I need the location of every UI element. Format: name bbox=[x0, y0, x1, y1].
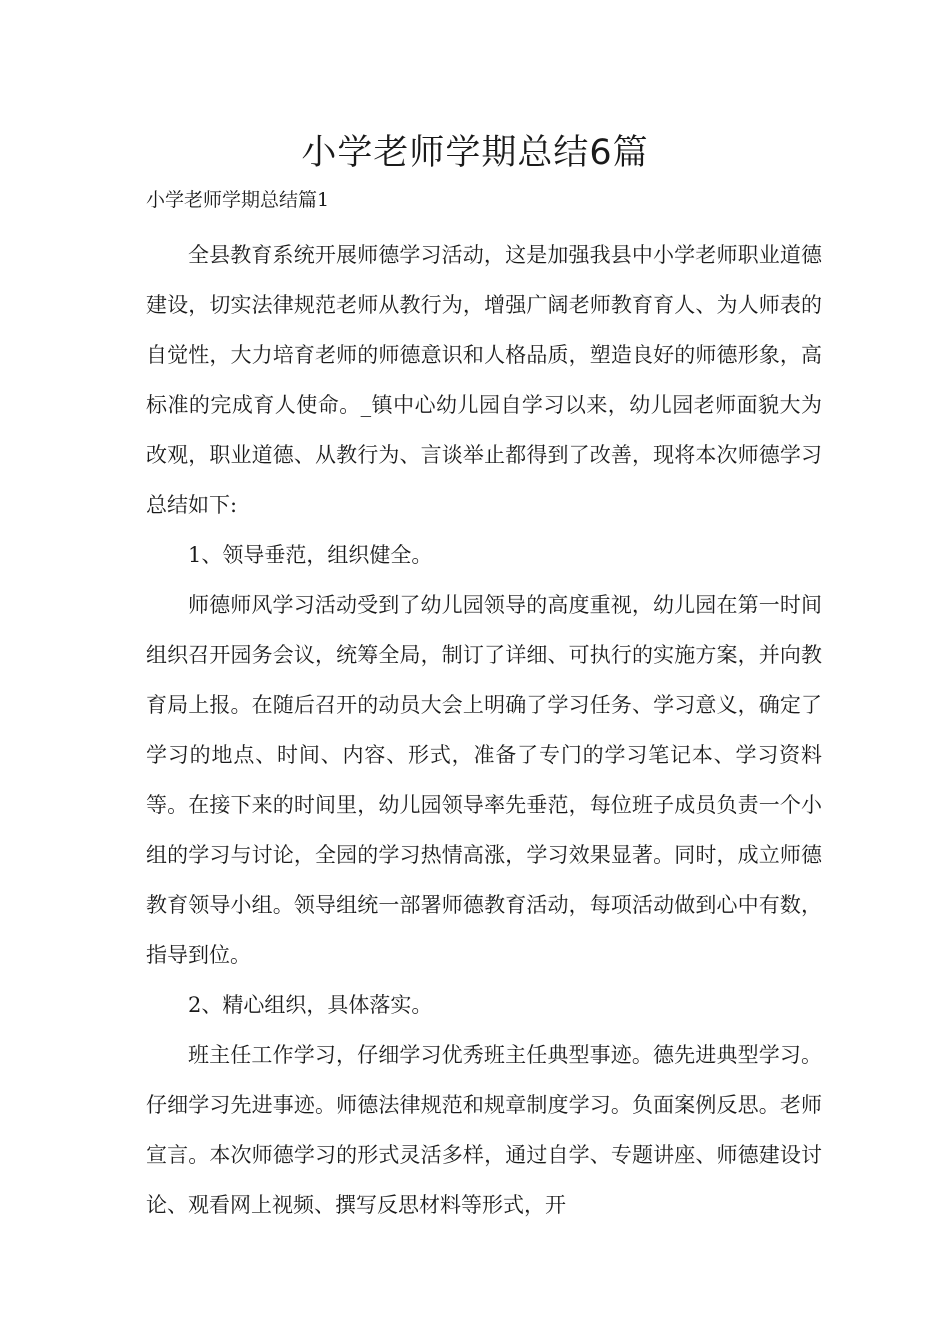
section-heading: 小学老师学期总结篇1 bbox=[146, 189, 330, 211]
paragraph-point-1-heading: 1、领导垂范，组织健全。 bbox=[188, 543, 433, 567]
document-body bbox=[146, 230, 822, 1230]
paragraph-point-2-heading: 2、精心组织，具体落实。 bbox=[188, 993, 433, 1017]
paragraph-point-1-body: 师德师风学习活动受到了幼儿园领导的高度重视，幼儿园在第一时间组织召开园务会议，统筹全局，制订了详细、可执行的实施方案，并向教育局上报。在随后召开的动员大会上明确了学习任务、学习意义，确定了学习的地点、时间、内容、形式，准备了专门的学习笔记本、学习资料等。在接下来的时间里，幼儿园领导率先垂范，每位班子成员负责一个小组的学习与讨论，全园的学习热情高涨，学习效果显著。同时，成立师德教育领导小组。领导组统一部署师德教育活动，每项活动做到心中有数，指导到位。 bbox=[146, 593, 822, 967]
paragraph-point-2-body: 班主任工作学习，仔细学习优秀班主任典型事迹。德先进典型学习。仔细学习先进事迹。师德法律规范和规章制度学习。负面案例反思。老师宣言。本次师德学习的形式灵活多样，通过自学、专题讲座、师德建设讨论、观看网上视频、撰写反思材料等形式，开 bbox=[146, 1043, 822, 1217]
document-title: 小学老师学期总结6篇 bbox=[301, 133, 649, 173]
paragraph-intro: 全县教育系统开展师德学习活动，这是加强我县中小学老师职业道德建设，切实法律规范老师从教行为，增强广阔老师教育育人、为人师表的自觉性，大力培育老师的师德意识和人格品质，塑造良好的师德形象，高标准的完成育人使命。_镇中心幼儿园自学习以来，幼儿园老师面貌大为改观，职业道德、从教行为、言谈举止都得到了改善，现将本次师德学习总结如下: bbox=[146, 243, 822, 517]
